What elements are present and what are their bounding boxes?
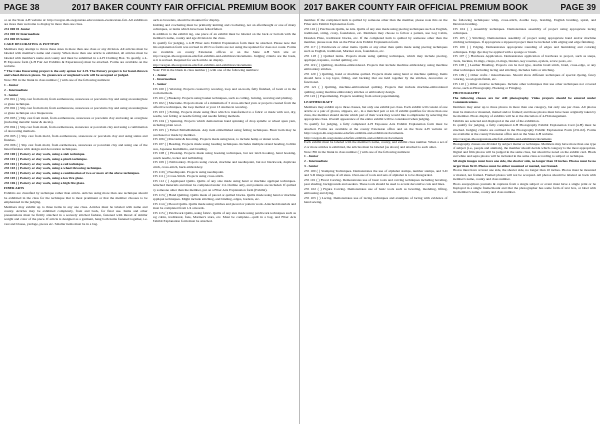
paragraph: Note: Fill in the blank in class number ( ) with one of the following numbers: [4, 78, 111, 82]
right-page-header [300, 0, 600, 14]
paragraph: 235 120 ( ) Quilting, hand or machine quilted. Projects made using hand or machine quilting. Items should have a top layer, filling, and backing that are held together by the stitches, decorative or functional. [304, 71, 448, 85]
paragraph: 235 100 ( ) Stamping Techniques. Demonstrates the use of alphabet stamps, number stamps, and 3-D and 3-D image stamps of all sizes. Over-use of tools and sets of alphabet is to be disregarded. [304, 168, 448, 178]
right-page-title: 2017 BAKER COUNTY FAIR OFFICIAL PREMIUM BOOK [304, 2, 529, 12]
paragraph: Each exhibit must be labeled with the member's name, county, and exhibit class number. When a set of 2 or more articles is exhibited, the articles must be labeled (as above) and attached to each other. [304, 140, 448, 149]
url-link[interactable]: http://oregon.4h.oregonstate.edu/fair-exhibits-and-exhibitors/documents [452, 136, 552, 141]
bold-paragraph: 3 - Senior [152, 82, 167, 87]
paragraph: 235 105 ( ) Felted Embellishment. Any item embellished using felting techniques. Basic item may be purchased or made by member. [152, 128, 296, 137]
paragraph: Exhibits are selected and displayed at the end of the exhibition. [452, 118, 540, 123]
paragraph: 235 108 ( ) Hooking. Projects made using hooking techniques, but not latch hooking, hand hooking, punch needle, locker and nalbinding. [152, 151, 296, 160]
bold-paragraph: 235 102 ( ) Pottery or clay work, using a coil technique. [4, 161, 85, 166]
paragraph: Members may attempt to throw these sizes in more than one class or any division. All articles must be labeled with member's name and county. When more than one article is exhibited, all articles must be labeled with member's name and county and must be submitted in a 4-H Clothing Box. To qualify, a 4-H Exposure form (4-H Fair Art Exhibits & Experiences) must be attached. Forms are available on the website. [4, 47, 148, 69]
paragraph: 235 115 ( ) Patchwork Quilts, using fabric. Quilts of any size made using patchwork techniques such as log cabin, traditional, fans, Mariner's stars, etc. Must be complete—quilt in a bag, and Fiber Arts Exhibit Explanation form must be attached. [152, 210, 296, 224]
left-page-header [0, 0, 300, 14]
url-link[interactable]: http://oregon.4h.oregonstate.edu/fair-exhibits-and-exhibitors/documents [152, 62, 252, 67]
section-heading: PHOTOGRAPHY [452, 91, 480, 96]
paragraph: 235 106 ( ) Macramé & Knotting. Projects made using knot, to include hemp or sinnet work. [152, 137, 280, 142]
paragraph: 235 101 ( ) Floral Carving. Demonstrates use of basic tools and carving techniques including beveling, pear shading, backgrounds and seeders. These tools should be used to accent decorative cuts and lines. [304, 178, 448, 187]
paragraph: the following techniques: whip, cross-stitch, double loop, braiding, English braiding, spiral, and Mexican braiding. [452, 18, 596, 27]
paragraph: 235 002 ( ) Slip cast from mold, from earthenware, stoneware or porcelain clay and using an underglaze or glaze technique on a bisqueware. [4, 106, 148, 115]
paragraph: 235 003 ( ) Slip cast from mold, from earthenware, stoneware or porcelain clay and using an overglaze (including metallic luster & decals). [4, 115, 148, 124]
bold-paragraph: 235 106 ( ) Pottery or clay work, using a high fire glaze. [4, 181, 85, 185]
paragraph: Note: Fill in the blank in class number ( ) with one of the following numbers: [152, 67, 259, 72]
paragraph: 235 116 ( ) Patchwork Quilts, no kits. Quilts of any size made using piecing techniques such as English, traditional, string, crazy, foundation, etc. Members may choose to follow a pattern, use Log Cabin, Dresden Plate, traditional blocks, etc. If the completed item is quilted by someone other than the member, please note this on the Fiber Arts Exhibit Explanation form. [304, 27, 448, 44]
right-column-1 [304, 18, 448, 422]
paragraph: 235 107 ( ) Beading. Projects made using beading techniques. Includes multiple strand beading, bobbin lace, Japanese Kumihimo, and braiding. [152, 142, 296, 151]
paragraph: 235 106 ( ) Edging. Demonstrates appropriate rounding of edges and burnishing and coloring techniques. Edge dye may be applied with a sponge or brush. [452, 45, 596, 54]
bold-paragraph: 231 000 03 Senior [4, 36, 30, 41]
paragraph: Photography classes are divided by subject matter or technique. Members may have more than one type of subject (i.e., people and animals), the member should decide which category is the most appropriate. Digital and film photos will be judged in the same class, but should be noted on the exhibit card. Black and white and sepia photos will be included in the same class according to subject or technique. [452, 141, 596, 159]
paragraph: 235 102 ( ) Figure Carving. Demonstrates use of basic tools such as beveling, modeling, lifting, embossing and dying. [304, 187, 448, 196]
paragraph: 235 119 ( ) Quilting, machine-embroidered. Projects that include machine embroidery, using machine embroidery stitches. [304, 62, 448, 72]
paragraph: 235 111 ( ) Cross-Stitch. Projects using cross-stitch. [152, 174, 224, 179]
paragraph: 235 109 ( ) Other crafts / miscellaneous. Should show different techniques of special dyeing, fancy coloring, wood-grain finish, etc. [452, 72, 596, 81]
link-paragraph[interactable] [304, 136, 448, 140]
paragraph: 235 107 ( ) Hardware Application. Demonstrates application of hardware to project, such as snaps, rivets, buckles, D-rings, clasps, O-rings, binders, key rosettes, eyelets, screw posts, etc. [452, 54, 596, 63]
bold-paragraph: The following classes are for still photography. Video projects should be entered under Communications. [452, 96, 596, 105]
paragraph: 235 004 ( ) Slip cast from mold, from earthenware, stoneware or porcelain clay and using a combination of decorating methods. [4, 124, 148, 133]
paragraph: 235 110 ( ) Other creative techniques. Include other techniques that use other techniques not covered above, such as Photography, Hooking or Fringing. [452, 81, 596, 90]
bold-paragraph: 1 - Junior [4, 82, 19, 87]
paragraph: 235 108 ( ) Leather Braiding. Projects can be tied type, double braid stitch, braid, cross-edge, or any other techniques including lacing and stitching. Includes belts or stitching. [452, 63, 596, 72]
paragraph: 235 001 ( ) Slip cast from mold, from earthenware, stoneware or porcelain clay and using an underglaze or glaze technique. [4, 97, 148, 106]
paragraph: 235 109 ( ) Embroidery. Projects using crewel, machine and needlepoint, but not blackwork, duplicate stitch, cross-stitch, huck embroidery. [152, 160, 296, 169]
bold-paragraph: 231 000 01 Junior [4, 27, 31, 32]
right-column-2 [453, 18, 597, 422]
paragraph: Knitting and crocheting must be primarily knitting and crocheting, not an afterthought or one of many techniques, or items which have been felted/felted. [152, 22, 296, 32]
bold-paragraph: 1 - Junior [152, 72, 167, 77]
bold-paragraph: 2 - Intermediate [152, 77, 177, 82]
paragraph: 235 114 ( ) Pieced Quilts. Quilts made using stitches and pieced or pattern work. Attached materials and must be completed from 1/4 onwards. [152, 201, 296, 210]
paragraph: 235 101 ( ) Basketry. Projects using basket techniques, such as coiling, twining, weaving and plaiting. [152, 96, 293, 101]
section-heading: CAKE DECORATING & POTTERY [4, 42, 60, 47]
paragraph: To qualify for judging, a fully completed 4-H Exposure Arts Exhibit Explanation form must be attached. Forms are available at the county Extension office and on the State 4-H website at: http://oregon.4h.oregonstate.edu/fair-exhibits-and-exhibitors/documents. [304, 122, 448, 135]
paragraph: member. If the completed item is quilted by someone other than the member, please note this on the Fiber Arts Exhibit Explanation form. [304, 18, 448, 27]
paragraph: 235 110 ( ) Needlepoint. Projects using needlepoint. [152, 169, 225, 174]
paragraph: Exhibits are classified by technique rather than article. Articles using more than one technique should be exhibited in the class for the technique that is most prominent or that the member chooses to be emphasized in the judging. [4, 191, 148, 204]
paragraph: 235 006 ( ) Slip cast from mold, from earthenware, stoneware or porcelain clay and using one of the listed finishes with design and decoration techniques. [4, 142, 148, 152]
paragraph: Photos must have at least one side, the shorter side, no longer than 10 inches. Photos must be mounted or matted, not framed. Framed photos will not be accepted. All photos should be labeled on back with member's name, county and class number. [452, 168, 596, 181]
paragraph: To qualify for judging, a 4-H Fiber Arts Exhibit Explanation form must be attached. Please note that this explanation form was revised in 2013 so forms are not using the updated for does not count. Forms are available on county Extension offices or on the State 4-H Web site at: http://oregon.4h.oregonstate.edu/fair-exhibits-and-exhibitors/documents. Judging criteria are the basis, as it is revised. Required for each article on display. [152, 41, 296, 63]
paragraph: 235 103 ( ) Felting. Projects made using fiber which is transformed to a fabric or made with wet, dry, needle, wet felting or needle felting and needle felting methods. [152, 110, 296, 119]
paragraph: 235 113 ( ) Hand Quilting. Quilts made of pieced or quilted blocks. Quilts made using hand or machine appliqué techniques. Might include stitching, and binding, edges, borders, etc. [152, 192, 296, 201]
url-link[interactable]: http://oregon.4h.oregonstate.edu/fair-exhibits-and-exhibitors/documents [304, 135, 404, 140]
link-paragraph[interactable] [153, 63, 297, 67]
bold-paragraph: 1 - Junior [304, 154, 319, 159]
right-page-columns [304, 18, 596, 422]
paragraph: or on the State 4-H website at: http://oregon.4h.oregonstate.edu/contests-events/state-fair. All exhibitors are more than welcome to display in more than one class. [4, 18, 148, 27]
link-paragraph[interactable] [453, 137, 597, 141]
paragraph: 235 005 ( ) Slip cast from mold, from earthenware, stoneware or porcelain clay and using stains and finishes. [4, 133, 148, 142]
paragraph: Members may exhibit up to three items in any one class. Articles must be labeled with name and county. Articles may be exhibited completely, front and back, for final use. Items and other presentations must be firmly attached in a securely stitched fashion, fastened with thread of similar weight and color of the piece. If article is designed as a garment, hang both items fastened together, i.e. vest and blouse, yardage, pieces etc. Smaller items must be in a bag. [4, 204, 148, 226]
paragraph: 235 117 ( ) Patchwork or other items. Quilts or any other than quilts made using piecing techniques such as English, traditional, Mariner stars, foundation, etc. [304, 44, 448, 53]
paragraph: In addition to the exhibit tag, one piece of an exhibit must be labeled on the back or bottom with the member's name, county and age division in the class. [152, 31, 296, 41]
paragraph: 235 102 ( ) Macrame. Projects made of a minimum of 3 cross-stitched yarn or projects created from the reflective techniques, the loop method or your 13 studies in weaving. [152, 101, 296, 110]
paragraph: 235 100 ( ) Weaving. Projects created by weaving, loop and on-loom, fully finished, of loom or in the loom methods. [152, 87, 296, 96]
paragraph: Photo essays/photo journals & captions from a single subject or event must have a single print or be displayed in a single frame/mount and that the photographer has some form of text box, or label with the member's name, county and class number. [452, 181, 596, 195]
bold-paragraph: All single images must have one side, the shorter side, no longer than 10 inches. Photos must be no larger than 8x10. Photos must be either mounted or matted, not framed. [452, 159, 596, 168]
bold-paragraph: 3 - Senior [304, 164, 319, 169]
left-page-number: PAGE 38 [4, 2, 40, 12]
bold-paragraph: 2 - Intermediate [4, 87, 28, 92]
bold-paragraph: 235 101 ( ) Pottery or clay work, using a pinch technique. [4, 156, 88, 161]
left-column-2 [153, 18, 297, 422]
bold-paragraph: 235 105 ( ) Pottery or clay work, using a low fire glaze. [4, 176, 84, 181]
paragraph: 235 122 ( ) Papermaking. Projects resulting from actual papermaking. [304, 94, 401, 99]
bold-paragraph: 235 104 ( ) Pottery or clay work, using a combination of two or more of the above techniques. [4, 171, 140, 176]
left-page-title: 2017 BAKER COUNTY FAIR OFFICIAL PREMIUM BOOK [71, 2, 296, 12]
bold-paragraph: 231 000 02 Intermediate [4, 31, 40, 36]
bold-paragraph: 3 - Senior [4, 92, 19, 97]
left-column-1 [4, 18, 148, 422]
paragraph: Note: Fill in the blank in class number ( ) with one of the following numbers: [304, 149, 411, 154]
bold-paragraph: 235 100 ( ) Pottery or clay work, using a slab technique. [4, 151, 86, 156]
left-page-columns [4, 18, 296, 422]
paragraph: To qualify for judging, a fully completed 4-H Photography Exhibit Explanation Card (4-H) must be attached. Judging criteria are outlined in the Photography Exhibit Explanation Form (231-02). Forms are available at the county Extension office and on the State 4-H website. [452, 123, 596, 136]
right-page-number: PAGE 39 [560, 2, 596, 12]
bold-paragraph: 2 - Intermediate [304, 159, 328, 164]
paragraph: 235 104 ( ) Assembly techniques. Demonstrates assembly of project using appropriate lacing techniques. [452, 27, 596, 36]
bold-paragraph: 235 103 ( ) Pottery or clay work, using a wheel throwing technique. [4, 166, 102, 171]
paragraph: 235 103 ( ) Lacing. Demonstrates use of lacing techniques and examples of lacing with evidence of hand sewing. [304, 196, 448, 205]
paragraph: such as bracelets, should be mounted for display. [152, 18, 220, 22]
paragraph: 235 105 ( ) Stitching. Demonstrates assembly of project using appropriate hand and/or machine stitching techniques. If appropriate a zippered project must be included with edging and edge finishing. [452, 36, 596, 45]
paragraph: 235 121 ( ) Quilting, machine-embroidered quilting. Projects that include machine-embroidered quilting, using machine embroidery stitches or embroidery design. [304, 85, 448, 94]
paragraph: Members may exhibit up to three classes, but only one exhibit per class. Each exhibit will consist of one article or a pair of gloves, slippers, etc., in a matched pair or kit. If exhibit qualifies for more than one class, the member should decide which part of their work they would like to emphasize by selecting the appropriate class. Overall appearance of the entire exhibit will be considered when judging. [304, 104, 448, 122]
paragraph: Members may enter up to three photos in more than one category, but only one per class. All photos must be matted or mounted, matted and/or framed; and those photos must have been originally taken by the member. Photo display of exhibits will be at the discretion of 4-H management. [452, 105, 596, 118]
section-heading: LEATHERCRAFT [304, 99, 333, 104]
bold-paragraph: * The Cake Decorating project is the only option for 4-H. The Pottery project is for hand-thrown and wheel-thrown pieces. No greenware or unglazed work will be accepted or judged. [4, 68, 148, 78]
section-heading: FIBER ARTS [4, 186, 25, 191]
paragraph: 235 118 ( ) Quilted items. Projects made using quilting techniques, which may include piecing, appliqué, trapunto, corded quilting, etc. [304, 53, 448, 63]
paragraph: 235 104 ( ) Spinning. Projects which demonstrate hand spinning of drop spindle or wheel spun yarn, including plain wool. [152, 119, 296, 128]
right-page [300, 0, 600, 424]
paragraph: 235 112 ( ) Appliqued Quilts. Quilts of any size made using hand or machine appliqué techniques. Attached materials and must be completed under 1/4. Outline only, and patterns are included. If quilted by someone other than the member, put on a Fiber Arts Explanation form (Exhibit). [152, 179, 296, 192]
